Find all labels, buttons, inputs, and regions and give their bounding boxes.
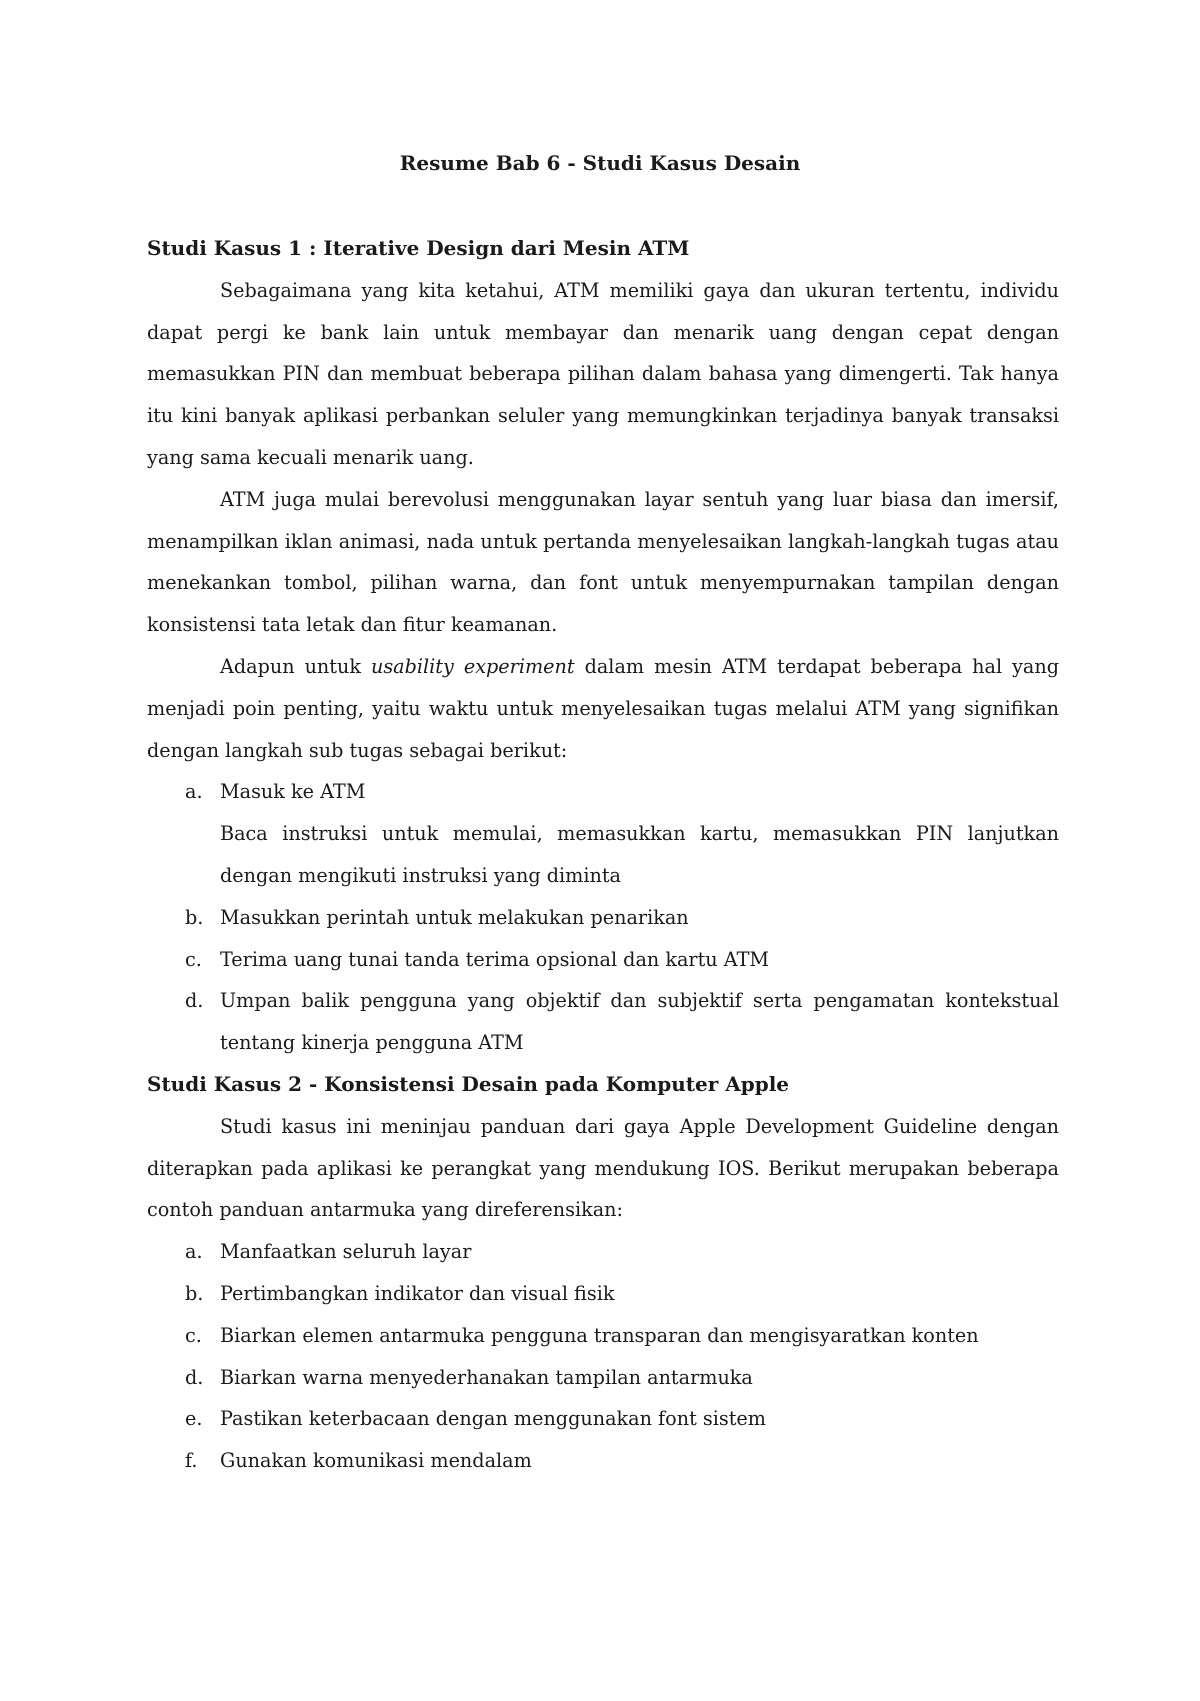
list-item — [147, 939, 1059, 981]
document-body — [147, 228, 1059, 1482]
list-item-text: Pastikan keterbacaan dengan menggunakan font sistem — [220, 1407, 766, 1431]
list-item — [147, 1315, 1059, 1357]
list-item-text: Masukkan perintah untuk melakukan penarikan — [220, 905, 689, 929]
list-item-text: Terima uang tunai tanda terima opsional dan kartu ATM — [220, 947, 770, 971]
page-title: Resume Bab 6 - Studi Kasus Desain — [399, 151, 801, 175]
case1-p3-emphasis: usability experiment — [370, 654, 575, 678]
case1-step-list — [147, 771, 1059, 1064]
list-marker: c. — [185, 947, 202, 971]
list-item-text: Gunakan komunikasi mendalam — [220, 1449, 532, 1473]
case2-guideline-list — [147, 1231, 1059, 1482]
list-item-text: Biarkan warna menyederhanakan tampilan antarmuka — [220, 1365, 753, 1389]
list-item — [147, 1273, 1059, 1315]
list-item-text: Masuk ke ATM — [220, 780, 366, 804]
list-marker: c. — [185, 1323, 202, 1347]
list-item — [147, 1398, 1059, 1440]
list-marker: d. — [185, 1365, 204, 1389]
list-marker: e. — [185, 1407, 203, 1431]
list-item — [147, 771, 1059, 896]
case1-paragraph-1: Sebagaimana yang kita ketahui, ATM memiliki gaya dan ukuran tertentu, individu dapat pergi ke bank lain untuk membayar dan menarik uang dengan cepat dengan memasukkan PIN dan membuat beberapa pilihan dalam bahasa yang dimengerti. Tak hanya itu kini banyak aplikasi perbankan seluler yang memungkinkan terjadinya banyak transaksi yang sama kecuali menarik uang. — [147, 278, 1059, 469]
case2-paragraph-1: Studi kasus ini meninjau panduan dari gaya Apple Development Guideline dengan diterapkan pada aplikasi ke perangkat yang mendukung IOS. Berikut merupakan beberapa contoh panduan antarmuka yang direferensikan: — [147, 1114, 1059, 1222]
case1-p3-after: dalam mesin ATM terdapat beberapa hal yang menjadi poin penting, yaitu waktu untuk menyelesaikan tugas melalui ATM yang signifikan dengan langkah sub tugas sebagai berikut: — [147, 654, 1059, 762]
list-marker: d. — [185, 989, 204, 1013]
case1-p3-before: Adapun untuk — [220, 654, 371, 678]
list-marker: a. — [185, 780, 203, 804]
list-item-subtext: Baca instruksi untuk memulai, memasukkan kartu, memasukkan PIN lanjutkan dengan mengikuti instruksi yang diminta — [220, 822, 1059, 887]
case1-paragraph-3 — [147, 646, 1059, 771]
list-marker: f. — [185, 1449, 198, 1473]
case1-paragraph-2: ATM juga mulai berevolusi menggunakan layar sentuh yang luar biasa dan imersif, menampilkan iklan animasi, nada untuk pertanda menyelesaikan langkah-langkah tugas atau menekankan tombol, pilihan warna, dan font untuk menyempurnakan tampilan dengan konsistensi tata letak dan fitur keamanan. — [147, 487, 1059, 637]
list-item — [147, 897, 1059, 939]
list-marker: b. — [185, 905, 204, 929]
list-item-text: Pertimbangkan indikator dan visual fisik — [220, 1281, 615, 1305]
list-item-text: Umpan balik pengguna yang objektif dan subjektif serta pengamatan kontekstual tentang kinerja pengguna ATM — [220, 989, 1059, 1055]
case1-heading: Studi Kasus 1 : Iterative Design dari Mesin ATM — [147, 236, 690, 260]
list-item — [147, 1357, 1059, 1399]
case2-heading: Studi Kasus 2 - Konsistensi Desain pada Komputer Apple — [147, 1071, 790, 1096]
list-item-text: Manfaatkan seluruh layar — [220, 1240, 472, 1264]
list-item-text: Biarkan elemen antarmuka pengguna transparan dan mengisyaratkan konten — [220, 1323, 979, 1347]
list-marker: b. — [185, 1281, 204, 1305]
list-marker: a. — [185, 1240, 203, 1264]
list-item — [147, 1231, 1059, 1273]
list-item — [147, 980, 1059, 1064]
list-item — [147, 1440, 1059, 1482]
